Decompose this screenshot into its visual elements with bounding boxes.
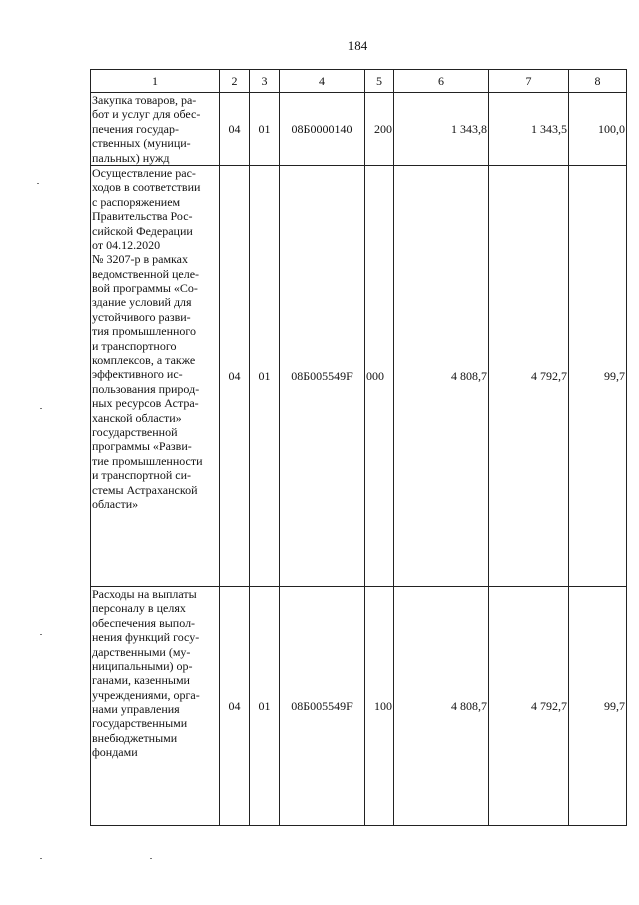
header-col-1: 1 [91,70,220,93]
row-execution-percent: 99,7 [569,586,627,825]
header-col-6: 6 [394,70,489,93]
row-executed-amount: 1 343,5 [489,93,569,166]
row-planned-amount: 1 343,8 [394,93,489,166]
row-expense-type: 200 [365,93,394,166]
row-execution-percent: 100,0 [569,93,627,166]
table-header [91,70,627,93]
page-number: 184 [347,38,368,53]
scan-speck [40,408,42,409]
row-section: 04 [220,586,250,825]
table-row [91,586,627,825]
table-row [91,93,627,166]
header-col-5: 5 [365,70,394,93]
budget-table [90,69,627,826]
row-executed-amount: 4 792,7 [489,586,569,825]
header-col-3: 3 [250,70,280,93]
row-subsection: 01 [250,93,280,166]
scan-speck [40,858,42,859]
row-description: Закупка товаров, ра- бот и услуг для обес- печения государ- ственных (муници- пальных) нужд [91,93,220,166]
row-execution-percent: 99,7 [569,165,627,586]
row-subsection: 01 [250,586,280,825]
header-row [91,70,627,93]
row-planned-amount: 4 808,7 [394,165,489,586]
row-expense-type: 100 [365,586,394,825]
row-planned-amount: 4 808,7 [394,586,489,825]
header-col-8: 8 [569,70,627,93]
row-target-article: 08Б005549F [280,165,365,586]
row-subsection: 01 [250,165,280,586]
row-expense-type: 000 [365,165,394,586]
row-description: Осуществление рас- ходов в соответствии с распоряжением Правительства Рос- сийской Федерации от 04.12.2020 № 3207-р в рамках ведомственной целе- вой программы «Со- здание условий для устойчивого разви- тия промышленного и транспортного комплексов, а также эффективного ис- пользования природ- ных ресурсов Астра- ханской области» государственной программы «Разви- тие промышленности и транспортной си- стемы Астраханской области» [91,165,220,586]
row-section: 04 [220,165,250,586]
scan-speck [40,634,42,635]
scan-speck [150,858,152,859]
scan-speck [37,183,39,184]
table-row [91,165,627,586]
header-col-4: 4 [280,70,365,93]
row-executed-amount: 4 792,7 [489,165,569,586]
row-description: Расходы на выплаты персоналу в целях обеспечения выпол- нения функций госу- дарственными (му- ниципальными) ор- ганами, казенными учреждениями, орга- нами управления государственными внебюджетными фондами [91,586,220,825]
header-col-2: 2 [220,70,250,93]
header-col-7: 7 [489,70,569,93]
row-target-article: 08Б0000140 [280,93,365,166]
row-section: 04 [220,93,250,166]
row-target-article: 08Б005549F [280,586,365,825]
